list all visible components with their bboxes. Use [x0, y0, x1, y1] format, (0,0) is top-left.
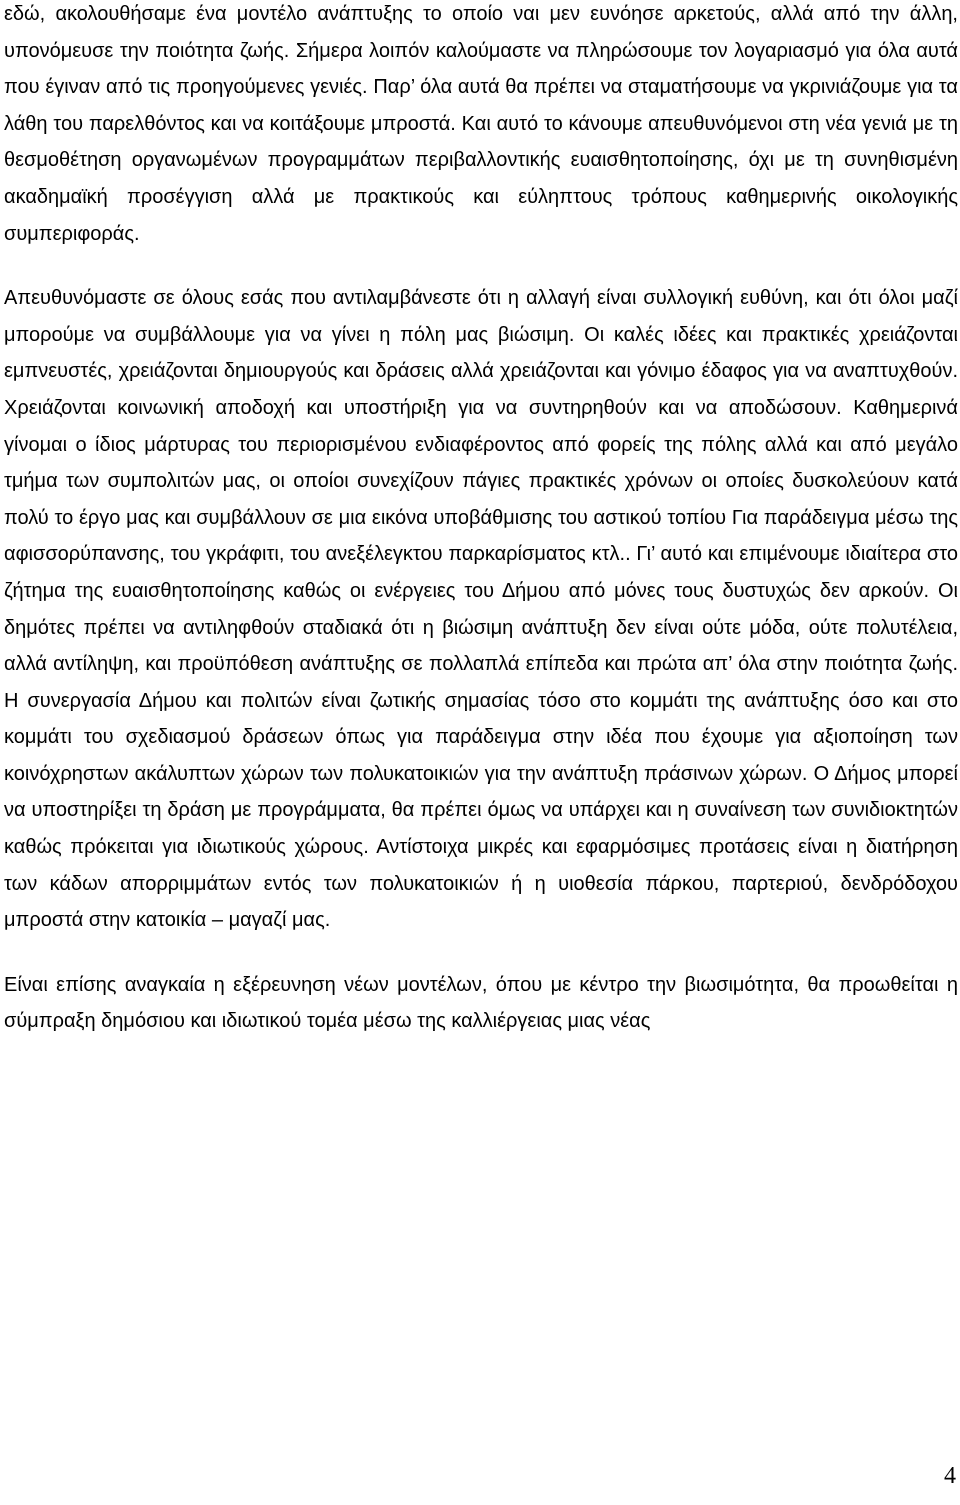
paragraph-1: εδώ, ακολουθήσαμε ένα μοντέλο ανάπτυξης το οποίο ναι μεν ευνόησε αρκετούς, αλλά από την άλλη, υπονόμευσε την ποιότητα ζωής. Σήμερα λοιπόν καλούμαστε να πληρώσουμε τον λογαριασμό για όλα αυτά που έγιναν από τις προηγούμενες γενιές. Παρ’ όλα αυτά θα πρέπει να σταματήσουμε να γκρινιάζουμε για τα λάθη του παρελθόντος και να κοιτάξουμε μπροστά. Και αυτό το κάνουμε απευθυνόμενοι στη νέα γενιά με τη θεσμοθέτηση οργανωμένων προγραμμάτων περιβαλλοντικής ευαισθητοποίησης, όχι με τη συνηθισμένη ακαδημαϊκή προσέγγιση αλλά με πρακτικούς και εύληπτους τρόπους καθημερινής οικολογικής συμπεριφοράς. — [4, 3, 958, 245]
document-page — [4, 0, 958, 1040]
page-number: 4 — [944, 1463, 956, 1489]
paragraph-3: Είναι επίσης αναγκαία η εξέρευνηση νέων μοντέλων, όπου με κέντρο την βιωσιμότητα, θα προωθείται η σύμπραξη δημόσιου και ιδιωτικού τομέα μέσω της καλλιέργειας μιας νέας — [4, 973, 958, 1033]
paragraph-2: Απευθυνόμαστε σε όλους εσάς που αντιλαμβάνεστε ότι η αλλαγή είναι συλλογική ευθύνη, και ότι όλοι μαζί μπορούμε να συμβάλλουμε για να γίνει η πόλη μας βιώσιμη. Οι καλές ιδέες και πρακτικές χρειάζονται εμπνευστές, χρειάζονται δημιουργούς και δράσεις αλλά χρειάζονται και γόνιμο έδαφος για να αναπτυχθούν. Χρειάζονται κοινωνική αποδοχή και υποστήριξη για να συντηρηθούν και να αποδώσουν. Καθημερινά γίνομαι ο ίδιος μάρτυρας του περιορισμένου ενδιαφέροντος από φορείς της πόλης αλλά και από μεγάλο τμήμα των συμπολιτών μας, οι οποίοι συνεχίζουν πάγιες πρακτικές χρόνων οι οποίες δυσκολεύουν κατά πολύ το έργο μας και συμβάλλουν σε μια εικόνα υποβάθμισης του αστικού τοπίου Για παράδειγμα μέσω της αφισσορύπανσης, του γκράφιτι, του ανεξέλεγκτου παρκαρίσματος κτλ.. Γι’ αυτό και επιμένουμε ιδιαίτερα στο ζήτημα της ευαισθητοποίησης καθώς οι ενέργειες του Δήμου από μόνες τους δυστυχώς δεν αρκούν. Οι δημότες πρέπει να αντιληφθούν σταδιακά ότι η βιώσιμη ανάπτυξη δεν είναι ούτε μόδα, ούτε πολυτέλεια, αλλά αντίληψη, και προϋπόθεση ανάπτυξης σε πολλαπλά επίπεδα και πρώτα απ’ όλα στην ποιότητα ζωής. Η συνεργασία Δήμου και πολιτών είναι ζωτικής σημασίας τόσο στο κομμάτι της ανάπτυξης όσο και στο κομμάτι του σχεδιασμού δράσεων όπως για παράδειγμα στην ιδέα που έχουμε για αξιοποίηση των κοινόχρηστων ακάλυπτων χώρων των πολυκατοικιών για την ανάπτυξη πράσινων χώρων. Ο Δήμος μπορεί να υποστηρίξει τη δράση με προγράμματα, θα πρέπει όμως να υπάρχει και η συναίνεση των συνιδιοκτητών καθώς πρόκειται για ιδιωτικούς χώρους. Αντίστοιχα μικρές και εφαρμόσιμες προτάσεις είναι η διατήρηση των κάδων απορριμμάτων εντός των πολυκατοικιών ή η υιοθεσία πάρκου, παρτεριού, δενδρόδοχου μπροστά στην κατοικία – μαγαζί μας. — [4, 287, 958, 932]
